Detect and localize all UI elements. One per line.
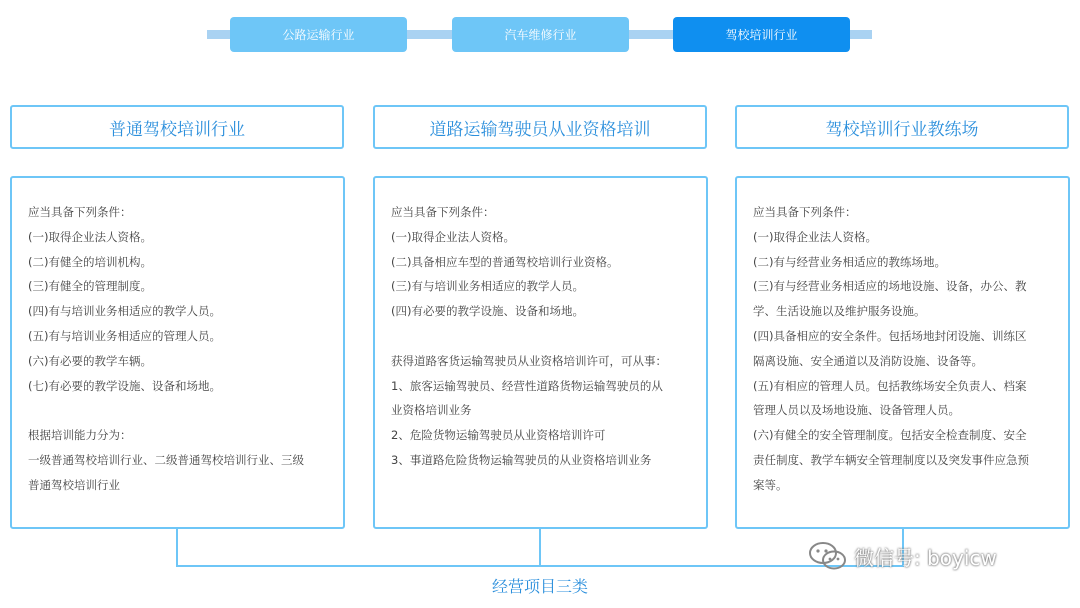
- watermark: [808, 540, 997, 572]
- content-line: (七)有必要的教学设施、设备和场地。: [28, 378, 221, 393]
- column-content-driver-qualification: [373, 176, 708, 529]
- watermark-text: 微信号: boyicw: [854, 545, 997, 570]
- content-line: 责任制度、教学车辆安全管理制度以及突发事件应急预: [753, 452, 1029, 467]
- tab-road-transport[interactable]: 公路运输行业: [230, 17, 407, 52]
- content-line: 2、危险货物运输驾驶员从业资格培训许可: [391, 428, 606, 443]
- content-line: 案等。: [753, 477, 788, 492]
- content-line: (三)有健全的管理制度。: [28, 279, 152, 294]
- content-line: 一级普通驾校培训行业、二级普通驾校培训行业、三级: [28, 452, 304, 467]
- content-line: 学、生活设施以及维护服务设施。: [753, 304, 926, 319]
- content-line: (一)取得企业法人资格。: [753, 229, 877, 244]
- column-title-driver-qualification: 道路运输驾驶员从业资格培训: [373, 105, 707, 149]
- content-line: (六)有健全的安全管理制度。包括安全检查制度、安全: [753, 428, 1027, 443]
- content-line: 隔离设施、安全通道以及消防设施、设备等。: [753, 353, 983, 368]
- content-line: (四)具备相应的安全条件。包括场地封闭设施、训练区: [753, 328, 1027, 343]
- content-line: (三)有与经营业务相适应的场地设施、设备，办公、教: [753, 279, 1027, 294]
- content-line: 根据培训能力分为：: [28, 428, 132, 443]
- connector-middle: [539, 529, 541, 567]
- content-line: 应当具备下列条件：: [28, 205, 132, 219]
- tab-auto-repair[interactable]: 汽车维修行业: [452, 17, 629, 52]
- content-line: (三)有与培训业务相适应的教学人员。: [391, 279, 584, 294]
- footer-label: 经营项目三类: [491, 577, 588, 596]
- content-line: (五)有与培训业务相适应的管理人员。: [28, 328, 221, 343]
- content-line: 3、事道路危险货物运输驾驶员的从业资格培训业务: [391, 452, 652, 467]
- column-content-regular-school: [10, 176, 345, 529]
- content-line: 1、旅客运输驾驶员、经营性道路货物运输驾驶员的从: [391, 378, 663, 393]
- content-line: (四)有必要的教学设施、设备和场地。: [391, 304, 584, 319]
- content-line: 应当具备下列条件：: [753, 205, 857, 219]
- line-gap: [391, 324, 690, 349]
- content-line: (一)取得企业法人资格。: [391, 229, 515, 244]
- content-line: 普通驾校培训行业: [28, 477, 120, 492]
- content-line: (四)有与培训业务相适应的教学人员。: [28, 304, 221, 319]
- column-title-training-ground: 驾校培训行业教练场: [735, 105, 1069, 149]
- line-gap: [28, 398, 327, 423]
- connector-left: [176, 529, 178, 567]
- tab-driving-school[interactable]: 驾校培训行业: [673, 17, 850, 52]
- content-line: (二)具备相应车型的普通驾校培训行业资格。: [391, 254, 619, 269]
- column-content-training-ground: [735, 176, 1070, 529]
- wechat-icon: [808, 540, 848, 572]
- content-line: 管理人员以及场地设施、设备管理人员。: [753, 403, 960, 418]
- column-title-regular-school: 普通驾校培训行业: [10, 105, 344, 149]
- content-line: (二)有健全的培训机构。: [28, 254, 152, 269]
- content-line: (五)有相应的管理人员。包括教练场安全负责人、档案: [753, 378, 1027, 393]
- content-line: (六)有必要的教学车辆。: [28, 353, 152, 368]
- content-line: 获得道路客货运输驾驶员从业资格培训许可，可从事：: [391, 353, 667, 368]
- content-line: 业资格培训业务: [391, 403, 472, 418]
- content-line: 应当具备下列条件：: [391, 205, 495, 219]
- content-line: (二)有与经营业务相适应的教练场地。: [753, 254, 946, 269]
- content-line: (一)取得企业法人资格。: [28, 229, 152, 244]
